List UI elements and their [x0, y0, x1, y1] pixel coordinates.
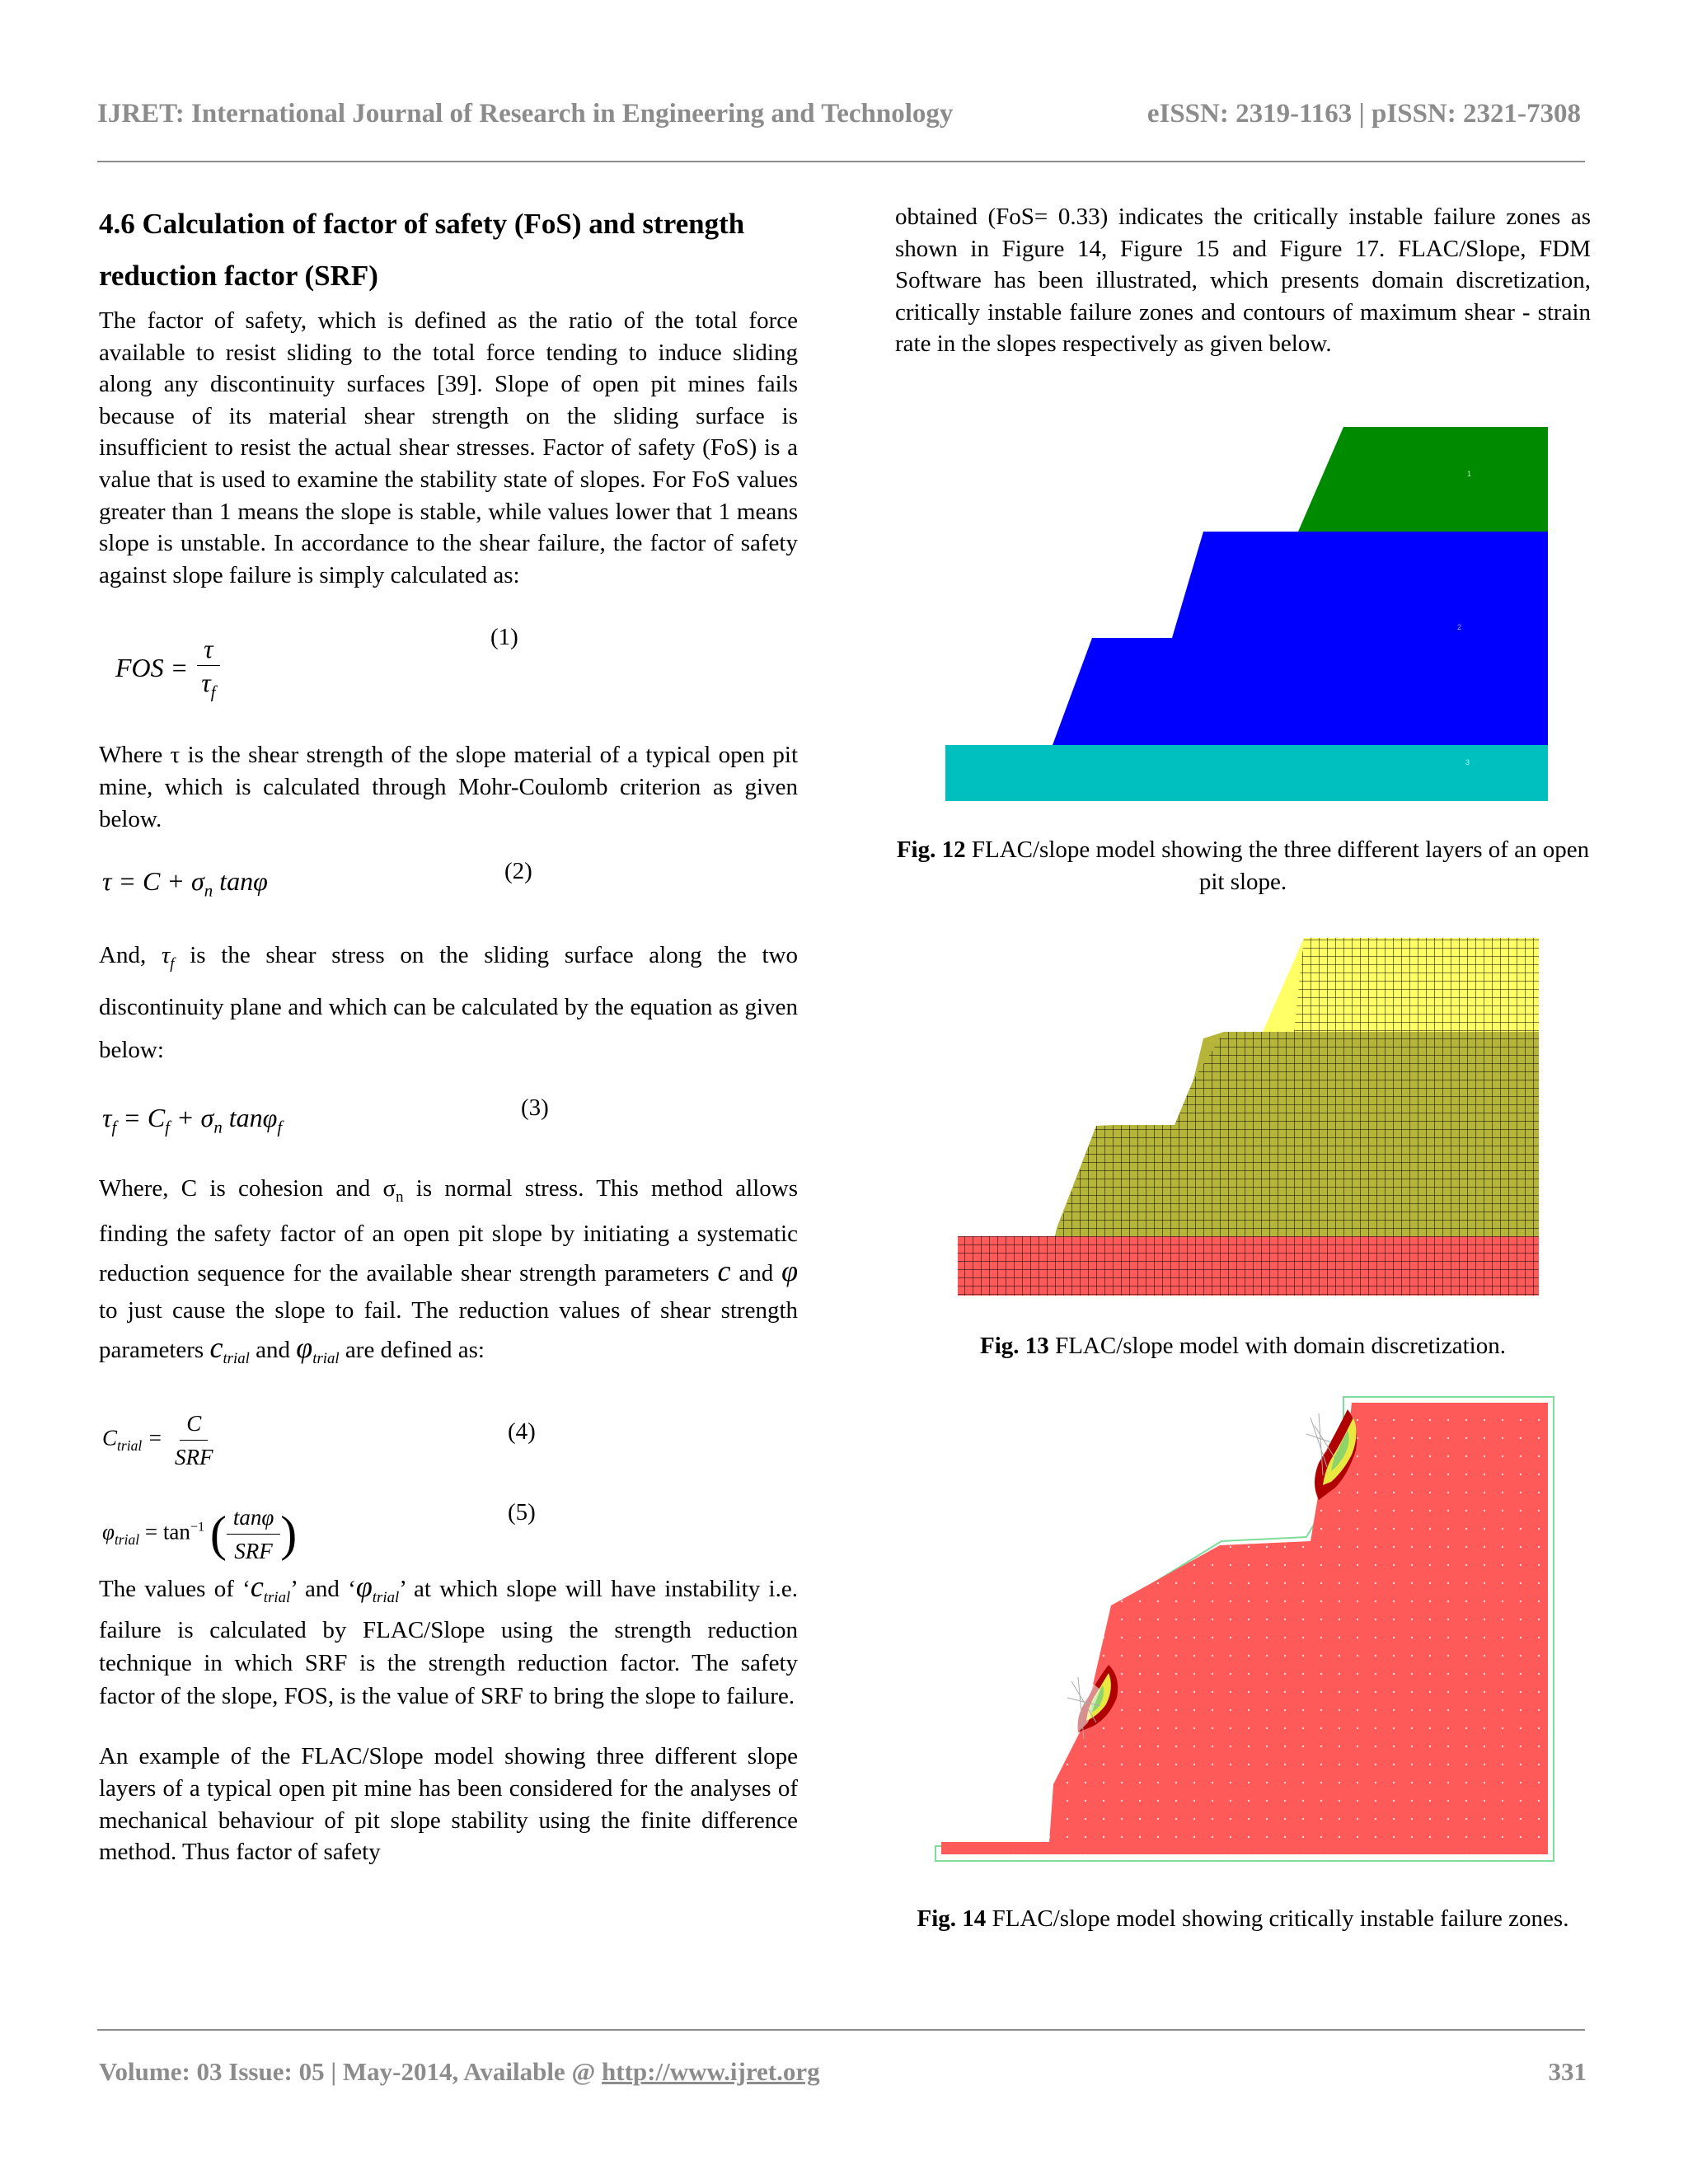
layer-label-1: 1	[1467, 470, 1472, 478]
layer-3-region	[945, 745, 1548, 801]
journal-title: IJRET: International Journal of Research in Engineering and Technology	[97, 99, 954, 129]
equation-2-number: (2)	[504, 858, 532, 885]
figure-12-caption: Fig. 12 FLAC/slope model showing the three different layers of an open pit slope.	[896, 837, 1590, 895]
figure-14-caption: Fig. 14 FLAC/slope model showing critically instable failure zones.	[917, 1905, 1569, 1932]
equation-5: $\varphi_{trial} = \tan^{-1}$ ( $\frac{\tan\varphi}{\text{SRF}}$ ) (5)	[102, 1498, 536, 1563]
layer-1-region	[1298, 427, 1548, 532]
layer-label-2: 2	[1457, 623, 1462, 631]
header-rule	[97, 161, 1585, 162]
running-header	[97, 99, 1581, 140]
paragraph-fos-definition: The factor of safety, which is defined as the ratio of the total force available to resist sliding to the total force tending to induce sliding along any discontinuity surfaces [39]. Slope of open pit mines fails because of its material shear strength on the sliding surface is insufficient to resist the actual shear stresses. Factor of safety (FoS) is a value that is used to examine the stability state of slopes. For FoS values greater than 1 means the slope is stable, while values lower that 1 means slope is unstable. In accordance to the shear failure, the factor of safety against slope failure is simply calculated as:	[99, 307, 798, 588]
paragraph-shear-stress: And, $\tau_f$ is the shear stress on the sliding surface along the two discontinuity plane and which can be calculated by the equation as given below:	[99, 942, 798, 1063]
equation-4-number: (4)	[508, 1418, 536, 1445]
paragraph-fos-result: obtained (FoS= 0.33) indicates the critically instable failure zones as shown in Figure 14, Figure 15 and Figure 17. FLAC/Slope, FDM Software has been illustrated, which presents domain discretization, critically instable failure zones and contours of maximum shear - strain rate in the slopes respectively as given below.	[895, 204, 1591, 358]
mesh-grid-overlay	[958, 938, 1539, 1296]
equation-5-number: (5)	[508, 1498, 536, 1526]
page-number: 331	[1548, 2057, 1587, 2086]
equation-3: $\tau_f = C_f + \sigma_n$ tanφ$_f$ (3)	[102, 1094, 549, 1137]
paragraph-trial-values: The values of ‘$c_{trial}$’ and ‘$\varphi_{trial}$’ at which slope will have instability i.e. failure is calculated by FLAC/Slope using the strength reduction technique in which SRF is the strength reduction factor. The safety factor of the slope, FOS, is the value of SRF to bring the slope to failure.	[99, 1569, 798, 1710]
figure-14-failure-zones	[931, 1393, 1558, 1867]
layer-2-region	[1053, 532, 1548, 745]
equation-4: $C_{trial}$ = $\frac{C}{\text{SRF}}$ (4)	[99, 1402, 798, 1493]
equation-2: $\tau = C + \sigma_n$ tanφ (2)	[102, 858, 532, 901]
equation-1: FOS = $\frac{\tau}{\tau_f}$ (1)	[115, 624, 518, 702]
paragraph-shear-strength: Where τ is the shear strength of the slope material of a typical open pit mine, which is calculated through Mohr-Coulomb criterion as given below.	[99, 742, 798, 832]
equation-1-number: (1)	[490, 624, 518, 651]
paragraph-srf-method: Where, C is cohesion and $\sigma_n$ is normal stress. This method allows finding the safety factor of an open pit slope by initiating a systematic reduction sequence for the available shear strength parameters c and φ to just cause the slope to fail. The reduction values of shear strength parameters $c_{trial}$ and $\varphi_{trial}$ are defined as:	[99, 1174, 798, 1367]
paragraph-flac-example: An example of the FLAC/Slope model showing three different slope layers of a typical open pit mine has been considered for the analyses of mechanical behaviour of pit slope stability using the finite difference method. Thus factor of safety	[99, 1743, 798, 1866]
issn-info: eISSN: 2319-1163 | pISSN: 2321-7308	[1146, 99, 1581, 129]
journal-link[interactable]: http://www.ijret.org	[602, 2057, 820, 2086]
running-footer	[99, 2057, 1587, 2094]
section-heading: 4.6 Calculation of factor of safety (FoS) and strength reduction factor (SRF)	[99, 208, 745, 292]
footer-rule	[97, 2029, 1585, 2031]
figure-13-caption: Fig. 13 FLAC/slope model with domain discretization.	[980, 1333, 1506, 1359]
failure-domain-dots	[941, 1403, 1548, 1854]
figure-12-layer-model	[940, 422, 1550, 805]
volume-info: Volume: 03 Issue: 05 | May-2014, Available @ http://www.ijret.org	[99, 2057, 820, 2086]
figure-13-mesh-model	[956, 931, 1541, 1302]
left-column	[99, 198, 798, 1868]
right-column	[895, 201, 1591, 360]
equation-3-number: (3)	[521, 1094, 549, 1121]
layer-label-3: 3	[1465, 758, 1470, 766]
